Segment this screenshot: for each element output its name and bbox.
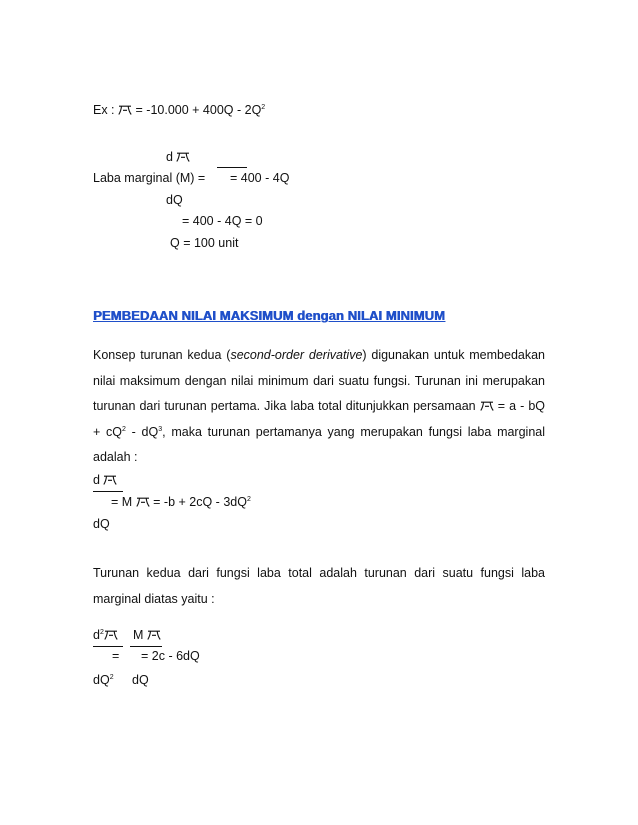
- marginal-lhs: Laba marginal (M) =: [93, 171, 206, 185]
- paragraph-line: adalah :: [93, 450, 138, 464]
- marginal-numerator: M: [133, 629, 161, 642]
- paragraph-2: [93, 561, 545, 612]
- paragraph-line: marginal diatas yaitu :: [93, 591, 215, 606]
- paragraph-1: [93, 343, 545, 471]
- marginal-rhs: = 400 - 4Q: [230, 171, 290, 185]
- pi-symbol-icon: [118, 105, 132, 115]
- marginal-denominator: dQ: [132, 673, 149, 687]
- derivative-numerator: [166, 151, 190, 164]
- pi-symbol-icon: [136, 497, 150, 507]
- equals-sign: =: [112, 649, 120, 663]
- first-derivative-rhs: = $M = -b + 2cQ - 3dQ^2$: [111, 495, 251, 509]
- second-derivative-denominator: $dQ^2$: [93, 673, 114, 687]
- paragraph-line: Turunan kedua dari fungsi laba total adalah turunan dari suatu fungsi laba: [93, 566, 545, 580]
- derivative-denominator: dQ: [166, 193, 183, 207]
- profit-equation: = -10.000 + 400Q - 2Q: [135, 103, 262, 117]
- d-label: d: [166, 150, 173, 164]
- example-line: [93, 104, 265, 117]
- example-label: Ex :: [93, 103, 115, 117]
- pi-symbol-icon: [147, 630, 161, 640]
- pi-symbol-icon: [104, 630, 118, 640]
- fraction-bar: [93, 646, 123, 647]
- first-derivative-numerator: [93, 474, 117, 487]
- fraction-bar: [217, 167, 247, 168]
- second-derivative-numerator: $d^2$: [93, 629, 118, 642]
- pi-symbol-icon: [176, 152, 190, 162]
- solution: Q = 100 unit: [170, 236, 239, 250]
- paragraph-line: + $cQ^2 - dQ^3$, maka turunan pertamanya yang merupakan fungsi laba marginal: [93, 424, 546, 439]
- pi-symbol-icon: [103, 475, 117, 485]
- pi-symbol-icon: [480, 401, 494, 411]
- paragraph-line: nilai maksimum dengan nilai minimum dari suatu fungsi. Turunan ini merupakan: [93, 373, 545, 388]
- d-label: d: [93, 473, 100, 487]
- paragraph-line: turunan dari turunan pertama. Jika laba total ditunjukkan persamaan = a - bQ: [93, 399, 545, 413]
- emphasis-term: second-order derivative: [230, 348, 363, 362]
- section-heading: PEMBEDAAN NILAI MAKSIMUM dengan NILAI MINIMUM: [93, 308, 445, 323]
- first-derivative-denominator: dQ: [93, 517, 110, 531]
- paragraph-line: Konsep turunan kedua (second-order derivative) digunakan untuk membedakan: [93, 348, 545, 362]
- fraction-bar: [93, 491, 123, 492]
- fraction-bar: [130, 646, 162, 647]
- second-derivative-result: = 2c - 6dQ: [141, 649, 200, 663]
- set-to-zero: = 400 - 4Q = 0: [182, 214, 263, 228]
- exponent: 2: [261, 104, 266, 111]
